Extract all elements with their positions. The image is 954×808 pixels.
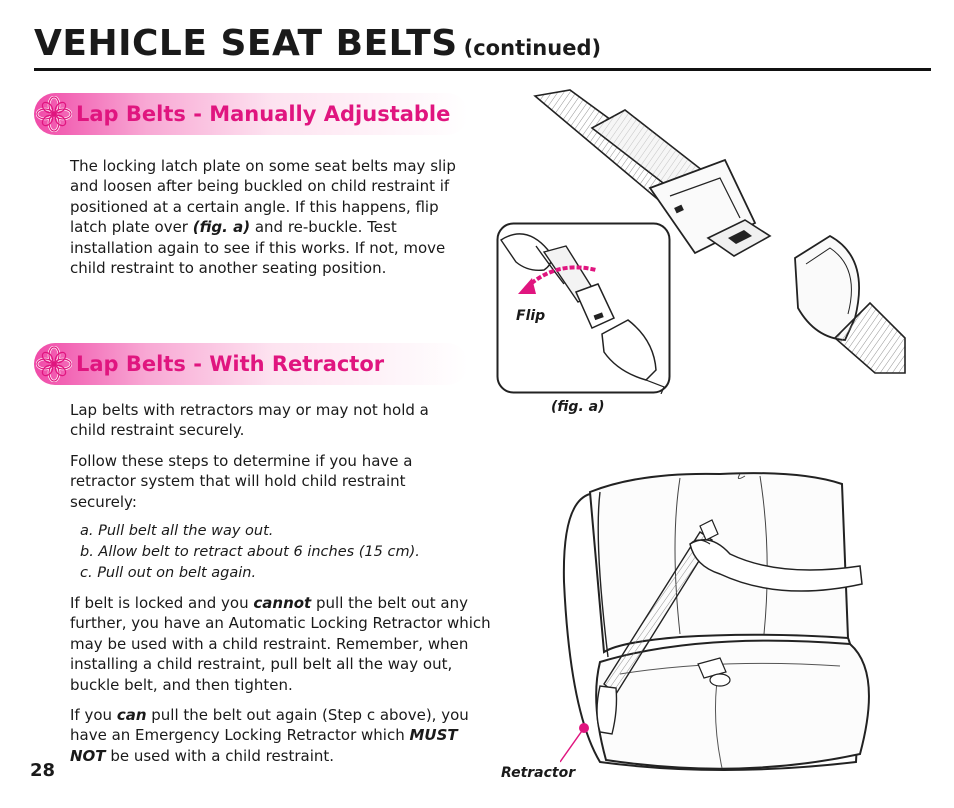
- flower-icon: [36, 346, 72, 382]
- p3-text-a: If belt is locked and you: [70, 594, 254, 612]
- p4-text-a: If you: [70, 706, 117, 724]
- retractor-paragraph-3: [70, 593, 495, 695]
- manual-paragraph: [70, 156, 462, 278]
- bench-seat-illustration: [560, 462, 890, 792]
- p4-text-c: be used with a child restraint.: [105, 746, 335, 765]
- retractor-paragraph-4: [70, 705, 480, 766]
- p4-text-b: pull the belt out again (Step c above), you have an Emergency Locking Retractor which: [70, 706, 469, 745]
- section-heading-manual: Lap Belts - Manually Adjustable: [76, 102, 451, 126]
- p3-text-b: pull the belt out any further, you have an Automatic Locking Retractor which may be used with a child restraint. Remember, when installing a child restraint, pull belt all the way out, buckle belt, and then tighten.: [70, 594, 491, 694]
- step-item: c. Pull out on belt again.: [80, 564, 257, 581]
- page-title-main: VEHICLE SEAT BELTS: [34, 23, 458, 64]
- page-number: 28: [30, 760, 56, 781]
- section-heading-retractor: Lap Belts - With Retractor: [76, 352, 385, 376]
- manual-text-2: and re-buckle. Test installation again to see if this works. If not, move child restraint to another seating position.: [70, 218, 446, 278]
- flower-icon: [36, 96, 72, 132]
- section-banner-retractor: [34, 343, 468, 385]
- manual-fig-ref: (fig. a): [192, 218, 251, 237]
- retractor-steps: [80, 521, 420, 583]
- p4-emphasis-2: MUST NOT: [70, 726, 458, 765]
- p3-emphasis: cannot: [253, 594, 312, 612]
- step-item: b. Allow belt to retract about 6 inches (15 cm).: [80, 543, 420, 560]
- step-item: a. Pull belt all the way out.: [80, 523, 274, 539]
- retractor-paragraph-1: Lap belts with retractors may or may not hold a child restraint securely.: [70, 401, 429, 440]
- title-rule: [34, 68, 931, 71]
- flip-label: Flip: [516, 308, 546, 324]
- fig-a-caption: (fig. a): [551, 399, 605, 415]
- p4-emphasis: can: [116, 706, 147, 724]
- section-banner-manual: [34, 93, 468, 135]
- manual-text-1: The locking latch plate on some seat belts may slip and loosen after being buckled on child restraint if positioned at a certain angle. If this happens, flip latch plate over: [70, 157, 456, 237]
- retractor-paragraph-2: Follow these steps to determine if you have a retractor system that will hold child restraint securely:: [70, 452, 413, 511]
- page-title-suffix: (continued): [463, 36, 602, 60]
- page-title: [34, 20, 601, 72]
- retractor-label: Retractor: [501, 765, 576, 781]
